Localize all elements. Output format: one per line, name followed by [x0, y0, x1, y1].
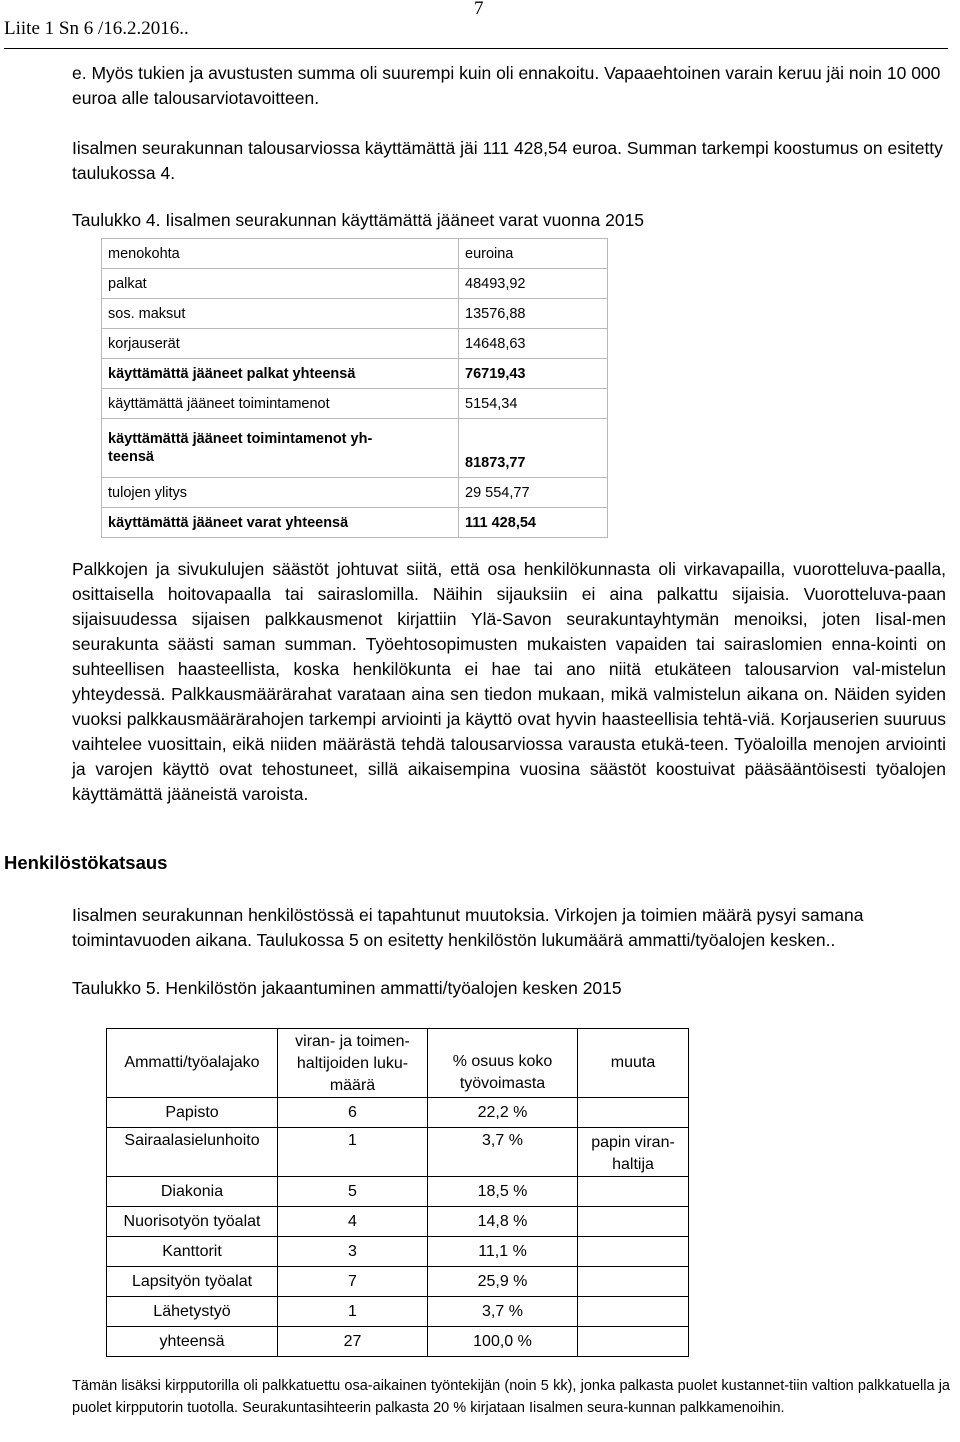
- cell-note: [578, 1267, 689, 1297]
- cell-note: [578, 1327, 689, 1357]
- cell-amount: 14648,63: [459, 329, 608, 359]
- table-row: [102, 269, 608, 299]
- header-cell-count: viran- ja toimen- haltijoiden luku- määrä: [278, 1029, 428, 1098]
- cell-count: 5: [278, 1177, 428, 1207]
- cell-note: [578, 1207, 689, 1237]
- header-reference: Liite 1 Sn 6 /16.2.2016..: [4, 18, 189, 39]
- cell-amount: 29 554,77: [459, 478, 608, 508]
- page-number: 7: [474, 0, 484, 19]
- cell-count: 27: [278, 1327, 428, 1357]
- cell-item: korjauserät: [102, 329, 459, 359]
- cell-field: Lapsityön työalat: [107, 1267, 278, 1297]
- table-row: [102, 478, 608, 508]
- cell-field: yhteensä: [107, 1327, 278, 1357]
- table-row: [107, 1177, 689, 1207]
- cell-share: 3,7 %: [428, 1297, 578, 1327]
- cell-share: 14,8 %: [428, 1207, 578, 1237]
- table-row: [107, 1297, 689, 1327]
- header-cell-amount: euroina: [459, 239, 608, 269]
- cell-amount: 13576,88: [459, 299, 608, 329]
- cell-amount: 76719,43: [459, 359, 608, 389]
- body-paragraph: Palkkojen ja sivukulujen säästöt johtuvat siitä, että osa henkilökunnasta oli virkavapailla, vuorotteluva-paalla, osittaisella hoitovapaalla tai sairaslomilla. Näihin sijauksiin ei aina palkattu sijaisia. Vuorotteluva-paan sijaisuudessa sijaisen palkkausmenot kirjattiin Ylä-Savon seurakuntayhtymän menoiksi, joten Iisal-men seurakunta säästi saman summan. Työehtosopimusten mukaisten vapaiden tai sairaslomien enna-kointi on suhteellisen haasteellista, koska henkilökunta ei hae tai ano niitä etukäteen talousarvion val-mistelun yhteydessä. Palkkausmäärärahat varataan aina sen tiedon mukaan, mikä valmistelun aikana on. Näiden syiden vuoksi palkkausmäärärahojen tarkempi arviointi ja käyttö ovat hyvin haasteellisia tehtä-viä. Korjauserien suuruus vaihtelee vuosittain, eikä niiden määrästä tehdä talousarviossa varausta etukä-teen. Työaloilla menojen arviointi ja varojen käyttö ovat tehostuneet, sillä aikaisempina vuosina säästöt koostuivat pääsääntöisesti työalojen käyttämättä jääneistä varoista.: [72, 559, 946, 804]
- table-row-total: [107, 1327, 689, 1357]
- cell-share: 18,5 %: [428, 1177, 578, 1207]
- section-paragraph: Iisalmen seurakunnan henkilöstössä ei tapahtunut muutoksia. Virkojen ja toimien määrä pysyi samana toimintavuoden aikana. Taulukossa 5 on esitetty henkilöstön lukumäärä ammatti/työalojen kesken..: [72, 905, 864, 950]
- cell-count: 3: [278, 1237, 428, 1267]
- header-cell-share: % osuus koko työvoimasta: [428, 1029, 578, 1098]
- header-divider: [4, 48, 948, 49]
- cell-field: Kanttorit: [107, 1237, 278, 1267]
- intro-summary: Iisalmen seurakunnan talousarviossa käyttämättä jäi 111 428,54 euroa. Summan tarkempi koostumus on esitetty taulukossa 4.: [72, 138, 943, 183]
- table-row: [107, 1267, 689, 1297]
- table-row-total: [102, 508, 608, 538]
- cell-field: Diakonia: [107, 1177, 278, 1207]
- cell-share: 22,2 %: [428, 1098, 578, 1128]
- cell-count: 7: [278, 1267, 428, 1297]
- table-row: [107, 1207, 689, 1237]
- table-row: [102, 329, 608, 359]
- table-row-subtotal: [102, 419, 608, 478]
- header-cell-field: Ammatti/työalajako: [107, 1029, 278, 1098]
- cell-item: käyttämättä jääneet varat yhteensä: [102, 508, 459, 538]
- table-row: [102, 299, 608, 329]
- cell-note: papin viran- haltija: [578, 1128, 689, 1177]
- cell-field: Nuorisotyön työalat: [107, 1207, 278, 1237]
- cell-field: Papisto: [107, 1098, 278, 1128]
- cell-amount: 5154,34: [459, 389, 608, 419]
- cell-note: [578, 1297, 689, 1327]
- table-row-subtotal: [102, 359, 608, 389]
- cell-amount: 81873,77: [459, 419, 608, 478]
- table4-caption: Taulukko 4. Iisalmen seurakunnan käyttämättä jääneet varat vuonna 2015: [72, 210, 645, 230]
- cell-item: käyttämättä jääneet palkat yhteensä: [102, 359, 459, 389]
- cell-field: Sairaalasielunhoito: [107, 1128, 278, 1177]
- cell-share: 100,0 %: [428, 1327, 578, 1357]
- table-row: [102, 389, 608, 419]
- table-row: [107, 1237, 689, 1267]
- cell-note: [578, 1237, 689, 1267]
- section-title: Henkilöstökatsaus: [4, 852, 168, 873]
- table-row: [107, 1098, 689, 1128]
- cell-share: 25,9 %: [428, 1267, 578, 1297]
- table5-caption: Taulukko 5. Henkilöstön jakaantuminen ammatti/työalojen kesken 2015: [72, 978, 622, 998]
- intro-item-e: e. Myös tukien ja avustusten summa oli suurempi kuin oli ennakoitu. Vapaaehtoinen varain keruu jäi noin 10 000 euroa alle talousarviotavoitteen.: [72, 63, 941, 108]
- footnote-paragraph: Tämän lisäksi kirpputorilla oli palkkatuettu osa-aikainen työntekijän (noin 5 kk), jonka palkasta puolet kustannet-tiin valtion palkkatuella ja puolet kirpputorin tuotolla. Seurakuntasihteerin palkasta 20 % kirjataan Iisalmen seura-kunnan palkkamenoihin.: [72, 1378, 950, 1416]
- cell-count: 1: [278, 1128, 428, 1177]
- header-cell-item: menokohta: [102, 239, 459, 269]
- cell-count: 6: [278, 1098, 428, 1128]
- cell-count: 1: [278, 1297, 428, 1327]
- cell-item: tulojen ylitys: [102, 478, 459, 508]
- cell-item: palkat: [102, 269, 459, 299]
- cell-count: 4: [278, 1207, 428, 1237]
- cell-note: [578, 1098, 689, 1128]
- cell-note: [578, 1177, 689, 1207]
- cell-share: 11,1 %: [428, 1237, 578, 1267]
- cell-item: käyttämättä jääneet toimintamenot: [102, 389, 459, 419]
- cell-field: Lähetystyö: [107, 1297, 278, 1327]
- table-unused-funds: [101, 238, 608, 538]
- table-row: [107, 1128, 689, 1177]
- header-cell-note: muuta: [578, 1029, 689, 1098]
- cell-item: käyttämättä jääneet toimintamenot yh- teensä: [102, 419, 459, 478]
- cell-item: sos. maksut: [102, 299, 459, 329]
- cell-amount: 48493,92: [459, 269, 608, 299]
- cell-share: 3,7 %: [428, 1128, 578, 1177]
- cell-amount: 111 428,54: [459, 508, 608, 538]
- table-header-row: [107, 1029, 689, 1098]
- table-header-row: [102, 239, 608, 269]
- table-staff-distribution: [106, 1028, 689, 1357]
